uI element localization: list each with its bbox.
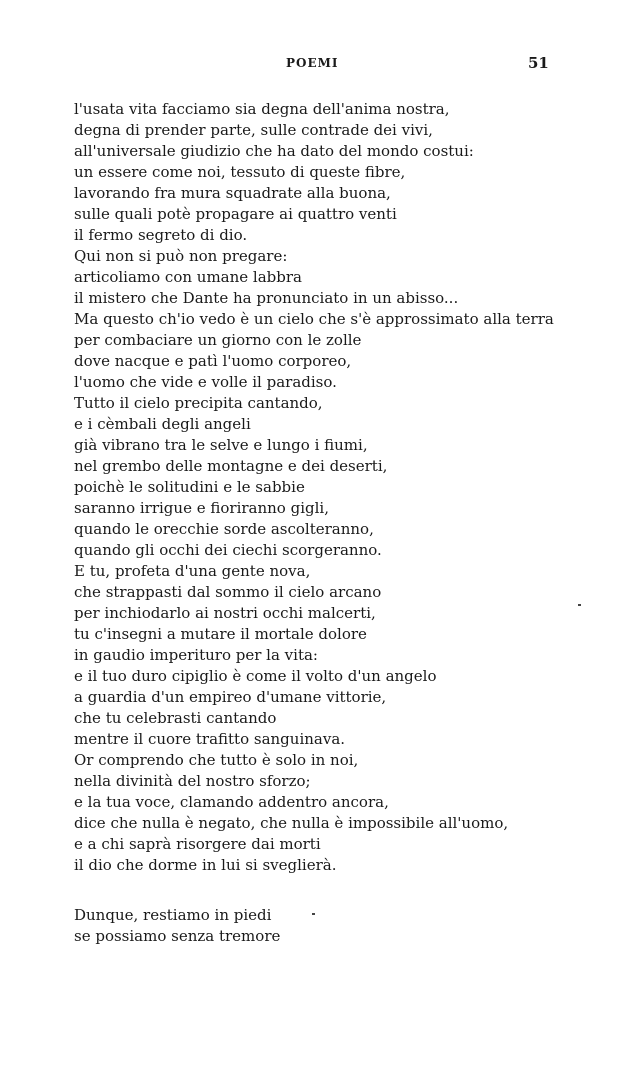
verse-line: mentre il cuore trafitto sanguinava. [74,730,346,748]
verse-line: se possiamo senza tremore [74,927,281,945]
verse-line: Qui non si può non pregare: [74,247,288,265]
verse-line: poichè le solitudini e le sabbie [74,478,305,496]
page-number: 51 [528,54,549,72]
verse-line: articoliamo con umane labbra [74,268,302,286]
verse-line: e la tua voce, clamando addentro ancora, [74,793,389,811]
verse-line: e il tuo duro cipiglio è come il volto d'un angelo [74,667,437,685]
verse-line: per combaciare un giorno con le zolle [74,331,362,349]
running-title: POEMI [286,56,339,70]
verse-line: tu c'insegni a mutare il mortale dolore [74,625,367,643]
verse-line: nel grembo delle montagne e dei deserti, [74,457,388,475]
verse-line: degna di prender parte, sulle contrade dei vivi, [74,121,433,139]
verse-line: il fermo segreto di dio. [74,226,248,244]
verse-line: l'uomo che vide e volle il paradiso. [74,373,337,391]
verse-line: che tu celebrasti cantando [74,709,277,727]
verse-line: a guardia d'un empireo d'umane vittorie, [74,688,387,706]
verse-line: quando le orecchie sorde ascolteranno, [74,520,374,538]
verse-line: dove nacque e patì l'uomo corporeo, [74,352,352,370]
verse-line: E tu, profeta d'una gente nova, [74,562,311,580]
verse-line: dice che nulla è negato, che nulla è impossibile all'uomo, [74,814,509,832]
verse-line: l'usata vita facciamo sia degna dell'anima nostra, [74,100,450,118]
verse-line: per inchiodarlo ai nostri occhi malcerti, [74,604,376,622]
poem-stanza-2 [74,905,614,947]
verse-line: il mistero che Dante ha pronunciato in un abisso... [74,289,459,307]
verse-line: quando gli occhi dei ciechi scorgeranno. [74,541,382,559]
verse-line: Tutto il cielo precipita cantando, [74,394,323,412]
verse-line: che strappasti dal sommo il cielo arcano [74,583,382,601]
verse-line: il dio che dorme in lui si sveglierà. [74,856,337,874]
running-header [0,56,640,78]
verse-line: lavorando fra mura squadrate alla buona, [74,184,391,202]
verse-line: nella divinità del nostro sforzo; [74,772,311,790]
verse-line: e i cèmbali degli angeli [74,415,251,433]
verse-line: sulle quali potè propagare ai quattro venti [74,205,397,223]
print-speck [578,604,581,606]
verse-line: all'universale giudizio che ha dato del mondo costui: [74,142,474,160]
verse-line: Dunque, restiamo in piedi [74,906,272,924]
verse-line: saranno irrigue e fioriranno gigli, [74,499,329,517]
print-speck [312,913,315,915]
poem-stanza-1 [74,99,614,876]
verse-line: in gaudio imperituro per la vita: [74,646,318,664]
verse-line: Or comprendo che tutto è solo in noi, [74,751,359,769]
verse-line: Ma questo ch'io vedo è un cielo che s'è approssimato alla terra [74,310,554,328]
verse-line: un essere come noi, tessuto di queste fibre, [74,163,406,181]
verse-line: già vibrano tra le selve e lungo i fiumi, [74,436,368,454]
verse-line: e a chi saprà risorgere dai morti [74,835,321,853]
